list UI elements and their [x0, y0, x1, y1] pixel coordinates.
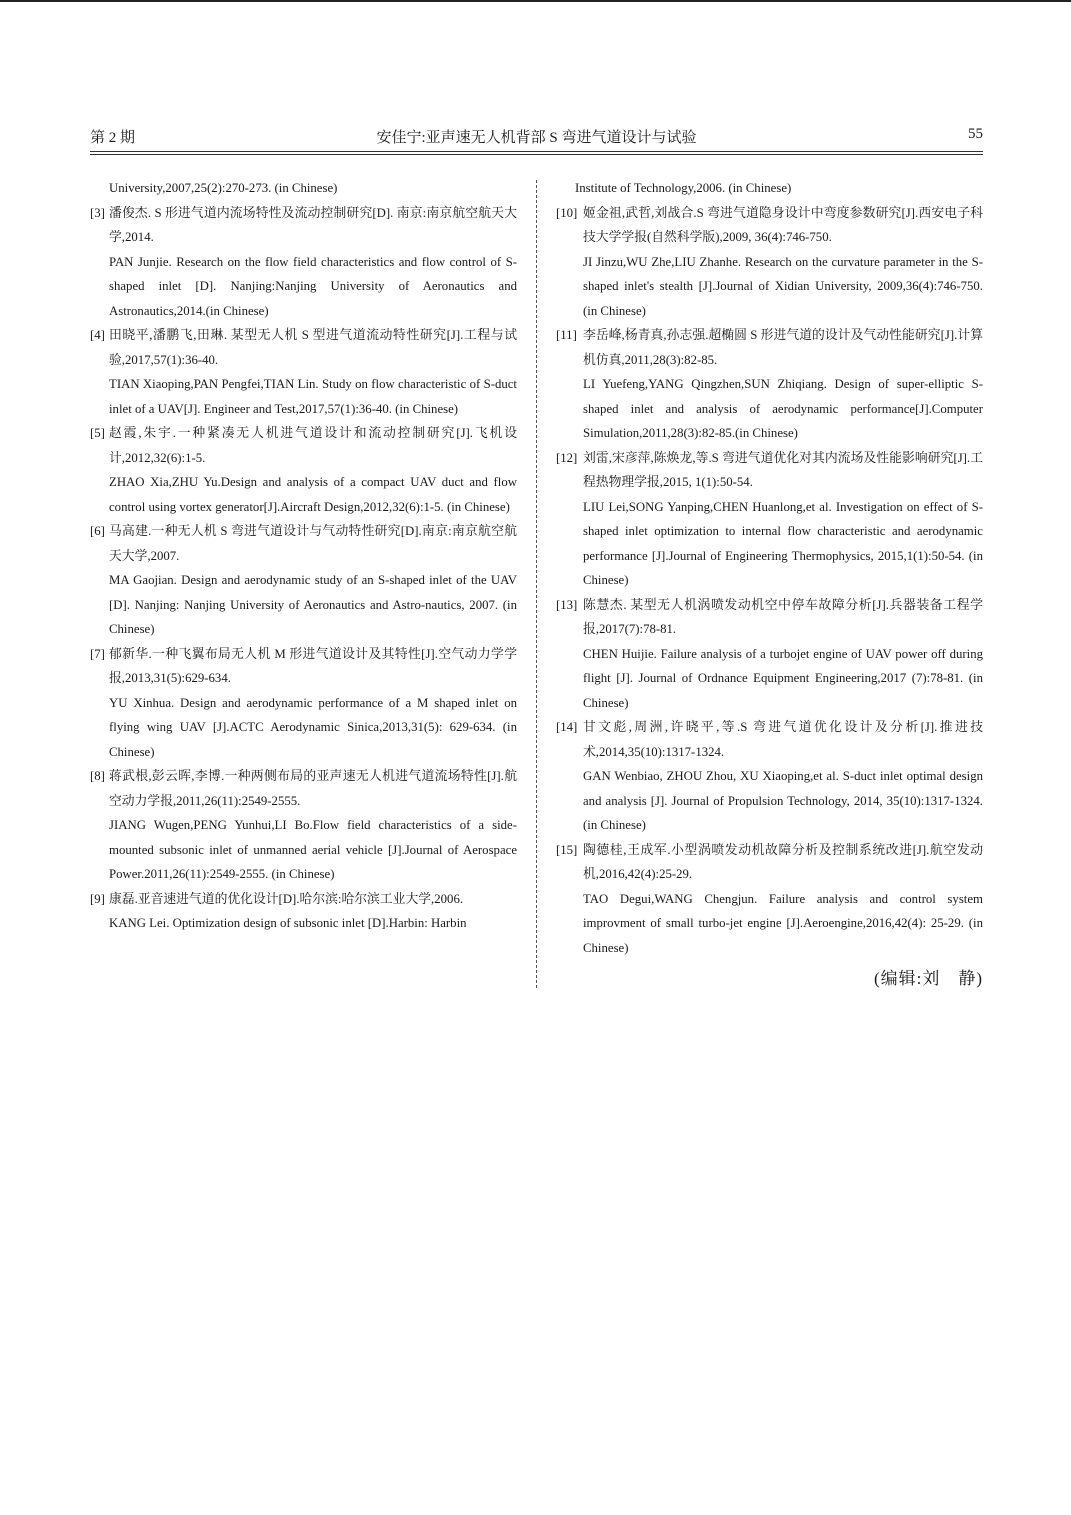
reference-item: [556, 593, 983, 716]
reference-number: [4]: [90, 328, 105, 342]
right-column: [556, 176, 983, 960]
reference-english: MA Gaojian. Design and aerodynamic study of an S-shaped inlet of the UAV [D]. Nanjing: Nanjing University of Aeronautics and Astro-nautics, 2007. (in Chinese): [109, 573, 517, 636]
reference-item: [90, 323, 517, 421]
reference-number: [5]: [90, 426, 105, 440]
page-number: 55: [968, 126, 983, 142]
column-divider: [536, 180, 537, 988]
reference-english: GAN Wenbiao, ZHOU Zhou, XU Xiaoping,et al. S-duct inlet optimal design and analysis [J]. Journal of Propulsion Technology, 2014, 35(10):1317-1324. (in Chinese): [583, 769, 983, 832]
reference-item: [556, 446, 983, 593]
reference-chinese: 刘雷,宋彦萍,陈焕龙,等.S 弯进气道优化对其内流场及性能影响研究[J].工程热物理学报,2015, 1(1):50-54.: [583, 450, 983, 489]
reference-item: [90, 764, 517, 887]
reference-number: [13]: [556, 597, 578, 612]
reference-english: TIAN Xiaoping,PAN Pengfei,TIAN Lin. Study on flow characteristic of S-duct inlet of a UAV[J]. Engineer and Test,2017,57(1):36-40. (in Chinese): [109, 377, 517, 416]
reference-continuation: Institute of Technology,2006. (in Chinese): [575, 181, 792, 195]
reference-continuation: University,2007,25(2):270-273. (in Chinese): [109, 181, 338, 195]
header-rule: [90, 151, 983, 152]
reference-number: [6]: [90, 524, 105, 538]
reference-item: [556, 715, 983, 838]
reference-chinese: 姬金祖,武哲,刘战合.S 弯进气道隐身设计中弯度参数研究[J].西安电子科技大学学报(自然科学版),2009, 36(4):746-750.: [583, 205, 983, 244]
reference-item: [556, 323, 983, 446]
reference-number: [9]: [90, 891, 105, 906]
issue-label: 第 2 期: [90, 130, 136, 146]
reference-chinese: 陶德桂,王成军.小型涡喷发动机故障分析及控制系统改进[J].航空发动机,2016,42(4):25-29.: [583, 842, 983, 881]
reference-chinese: 甘文彪,周洲,许晓平,等.S 弯进气道优化设计及分析[J].推进技术,2014,35(10):1317-1324.: [583, 720, 983, 759]
reference-number: [14]: [556, 720, 578, 734]
reference-item: [556, 201, 983, 324]
reference-english: YU Xinhua. Design and aerodynamic performance of a M shaped inlet on flying wing UAV [J].ACTC Aerodynamic Sinica,2013,31(5): 629-634. (in Chinese): [109, 695, 517, 759]
reference-chinese: 蒋武根,彭云晖,李博.一种两侧布局的亚声速无人机进气道流场特性[J].航空动力学报,2011,26(11):2549-2555.: [109, 769, 517, 808]
reference-number: [3]: [90, 205, 105, 220]
reference-number: [12]: [556, 450, 578, 465]
reference-number: [11]: [556, 328, 577, 342]
top-rule: [0, 0, 1071, 2]
reference-english: LIU Lei,SONG Yanping,CHEN Huanlong,et al. Investigation on effect of S-shaped inlet optimization to internal flow characteristic and aerodynamic performance [J].Journal of Engineering Thermophysics, 2015,1(1):50-54. (in Chinese): [583, 499, 983, 587]
reference-english: KANG Lei. Optimization design of subsonic inlet [D].Harbin: Harbin: [109, 916, 467, 930]
header-rule-secondary: [90, 154, 983, 155]
reference-english: JI Jinzu,WU Zhe,LIU Zhanhe. Research on the curvature parameter in the S-shaped inlet's stealth [J].Journal of Xidian University, 2009,36(4):746-750. (in Chinese): [583, 254, 983, 318]
reference-chinese: 潘俊杰. S 形进气道内流场特性及流动控制研究[D]. 南京:南京航空航天大学,2014.: [109, 205, 517, 244]
reference-chinese: 陈慧杰. 某型无人机涡喷发动机空中停车故障分析[J].兵器装备工程学报,2017(7):78-81.: [583, 597, 983, 636]
reference-chinese: 李岳峰,杨青真,孙志强.超椭圆 S 形进气道的设计及气动性能研究[J].计算机仿真,2011,28(3):82-85.: [583, 328, 983, 367]
reference-chinese: 马高建.一种无人机 S 弯进气道设计与气动特性研究[D].南京:南京航空航天大学,2007.: [109, 524, 517, 563]
reference-number: [15]: [556, 842, 578, 857]
reference-english: JIANG Wugen,PENG Yunhui,LI Bo.Flow field characteristics of a side-mounted subsonic inlet of unmanned aerial vehicle [J].Journal of Aerospace Power.2011,26(11):2549-2555. (in Chinese): [109, 818, 517, 881]
reference-english: ZHAO Xia,ZHU Yu.Design and analysis of a compact UAV duct and flow control using vortex generator[J].Aircraft Design,2012,32(6):1-5. (in Chinese): [109, 475, 517, 514]
reference-item: [90, 519, 517, 642]
reference-chinese: 赵霞,朱宇.一种紧凑无人机进气道设计和流动控制研究[J].飞机设计,2012,32(6):1-5.: [109, 426, 517, 465]
reference-chinese: 郁新华.一种飞翼布局无人机 M 形进气道设计及其特性[J].空气动力学学报,2013,31(5):629-634.: [109, 646, 517, 685]
page-header: [90, 126, 983, 150]
reference-english: TAO Degui,WANG Chengjun. Failure analysis and control system improvment of small turbo-jet engine [J].Aeroengine,2016,42(4): 25-29. (in Chinese): [583, 891, 983, 955]
reference-number: [8]: [90, 769, 105, 783]
reference-chinese: 田晓平,潘鹏飞,田琳. 某型无人机 S 型进气道流动特性研究[J].工程与试验,2017,57(1):36-40.: [109, 328, 517, 367]
reference-chinese: 康磊.亚音速进气道的优化设计[D].哈尔滨:哈尔滨工业大学,2006.: [109, 891, 464, 906]
reference-english: PAN Junjie. Research on the flow field characteristics and flow control of S-shaped inlet [D]. Nanjing:Nanjing University of Aeronautics and Astronautics,2014.(in Chinese): [109, 254, 517, 318]
running-title: 安佳宁:亚声速无人机背部 S 弯进气道设计与试验: [376, 130, 697, 146]
reference-english: LI Yuefeng,YANG Qingzhen,SUN Zhiqiang. Design of super-elliptic S-shaped inlet and analysis of aerodynamic performance[J].Computer Simulation,2011,28(3):82-85.(in Chinese): [583, 377, 983, 440]
reference-item: [90, 421, 517, 519]
reference-item: [90, 642, 517, 765]
reference-number: [7]: [90, 646, 105, 661]
reference-number: [10]: [556, 205, 578, 220]
editor-note: (编辑:刘 静): [873, 969, 983, 988]
reference-item: [90, 887, 517, 936]
left-column: [90, 176, 517, 936]
reference-item: [556, 838, 983, 961]
reference-item: [90, 201, 517, 324]
reference-english: CHEN Huijie. Failure analysis of a turbojet engine of UAV power off during flight [J]. Journal of Ordnance Equipment Engineering,2017 (7):78-81. (in Chinese): [583, 646, 983, 710]
